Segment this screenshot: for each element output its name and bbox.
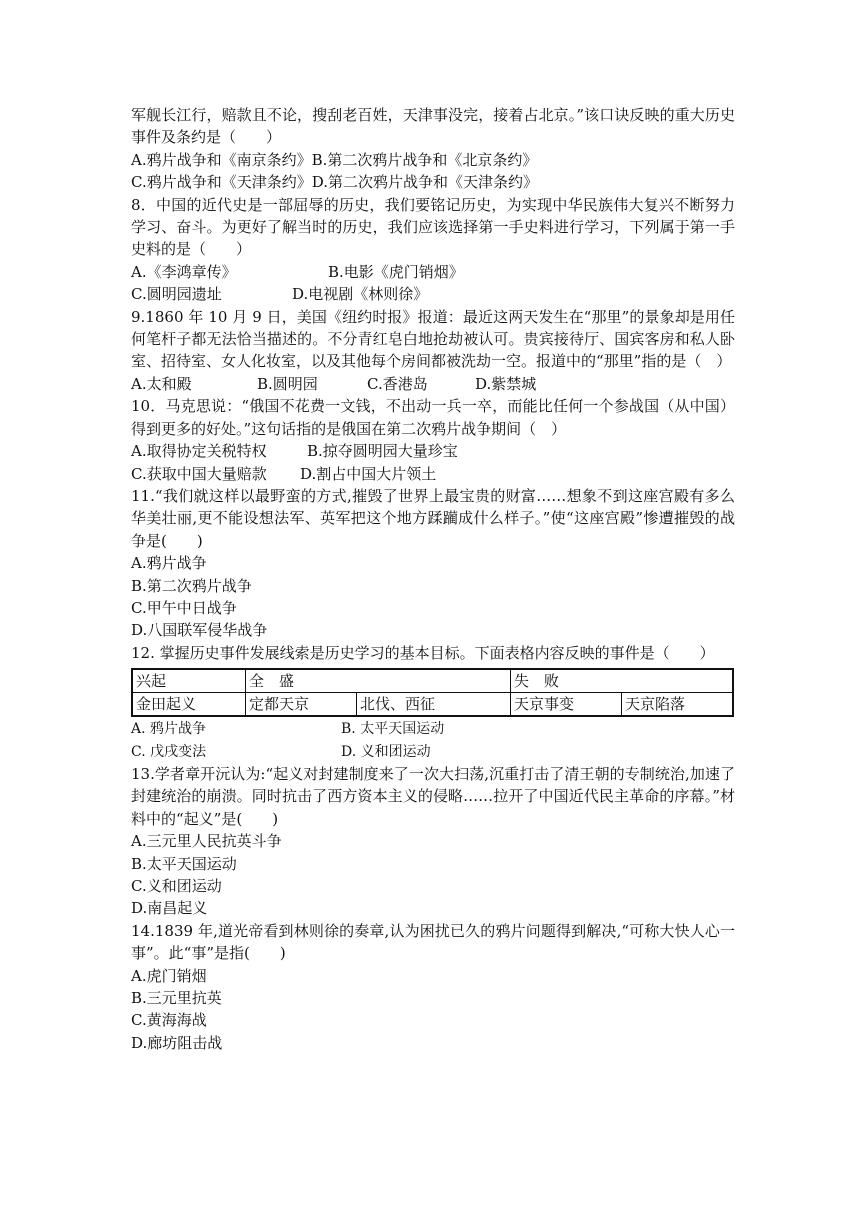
option-a[interactable]: A. 鸦片战争 <box>131 721 207 738</box>
option-d[interactable]: D.紫禁城 <box>475 374 537 393</box>
table-cell: 天京陷落 <box>622 693 734 717</box>
table-cell: 失 败 <box>511 669 734 693</box>
table-row <box>132 693 733 717</box>
option-b[interactable]: B.第二次鸦片战争和《北京条约》 <box>311 150 538 169</box>
option-c[interactable]: C. 戊戌变法 <box>131 743 207 760</box>
option-a[interactable]: A.鸦片战争和《南京条约》 <box>131 150 312 169</box>
question-8-options-row-1 <box>131 261 735 283</box>
table-cell: 兴起 <box>132 669 246 693</box>
question-14-stem: 14.1839 年,道光帝看到林则徐的奏章,认为困扰已久的鸦片问题得到解决,“可称大快人心一事”。此“事”是指( ) <box>131 921 735 963</box>
question-7-stem: 军舰长江行，赔款且不论，搜刮老百姓，天津事没完，接着占北京。”该口诀反映的重大历史事件及条约是（ ） <box>131 106 735 147</box>
table-header-row <box>132 669 733 693</box>
question-9-stem: 9.1860 年 10 月 9 日，美国《纽约时报》报道：最近这两天发生在“那里”的景象却是用任何笔杆子都无法恰当描述的。不分青红皂白地抢劫被认可。贵宾接待厅、国宾客房和私人卧室、招待室、女人化妆室，以及其他每个房间都被洗劫一空。报道中的“那里”指的是（ ） <box>131 307 735 371</box>
events-table <box>131 668 734 717</box>
table-cell: 定都天京 <box>246 693 357 717</box>
option-a[interactable]: A.取得协定关税特权 <box>131 442 267 461</box>
option-c[interactable]: C.甲午中日战争 <box>131 598 237 617</box>
option-a[interactable]: A.《李鸿章传》 <box>131 262 237 281</box>
option-c[interactable]: C.香港岛 <box>367 374 428 393</box>
table-cell: 金田起义 <box>132 693 246 717</box>
question-13-stem: 13.学者章开沅认为:“起义对封建制度来了一次大扫荡,沉重打击了清王朝的专制统治,加速了封建统治的崩溃。同时抗击了西方资本主义的侵略……拉开了中国近代民主革命的序幕。”材料中的“起义”是( ) <box>131 764 735 828</box>
option-d[interactable]: D.电视剧《林则徐》 <box>292 285 429 304</box>
question-10-stem: 10．马克思说：“俄国不花费一文钱，不出动一兵一卒，而能比任何一个参战国（从中国）得到更多的好处。”这句话指的是俄国在第二次鸦片战争期间（ ） <box>131 397 735 438</box>
option-a[interactable]: A.三元里人民抗英斗争 <box>131 832 282 851</box>
option-b[interactable]: B.电影《虎门销烟》 <box>328 262 464 281</box>
option-c[interactable]: C.黄海海战 <box>131 1011 207 1030</box>
option-a[interactable]: A.鸦片战争 <box>131 554 207 573</box>
option-c[interactable]: C.圆明园遗址 <box>131 285 222 304</box>
option-d[interactable]: D.割占中国大片领土 <box>300 464 437 483</box>
question-list <box>131 104 735 1054</box>
question-12-stem: 12. 掌握历史事件发展线索是历史学习的基本目标。下面表格内容反映的事件是（ ） <box>131 643 715 662</box>
table-cell: 全 盛 <box>246 669 511 693</box>
question-10-options-row-2 <box>131 463 735 485</box>
question-9-options <box>131 373 735 395</box>
option-b[interactable]: B.第二次鸦片战争 <box>131 576 252 595</box>
question-7-options-row-2 <box>131 171 735 193</box>
option-c[interactable]: C.义和团运动 <box>131 877 222 895</box>
option-d[interactable]: D.八国联军侵华战争 <box>131 621 268 640</box>
table-cell: 天京事变 <box>511 693 622 717</box>
question-8-stem: 8．中国的近代史是一部屈辱的历史，我们要铭记历史，为实现中华民族伟大复兴不断努力学习、奋斗。为更好了解当时的历史，我们应该选择第一手史料进行学习，下列属于第一手史料的是（ ） <box>131 195 735 259</box>
question-8-options-row-2 <box>131 283 735 305</box>
question-11-stem: 11.“我们就这样以最野蛮的方式,摧毁了世界上最宝贵的财富……想象不到这座宫殿有多么华美壮丽,更不能设想法军、英军把这个地方蹂躏成什么样子。”使“这座宫殿”惨遭摧毁的战争是( ) <box>131 486 735 550</box>
option-d[interactable]: D.第二次鸦片战争和《天津条约》 <box>311 173 538 192</box>
option-b[interactable]: B. 太平天国运动 <box>341 721 445 738</box>
option-b[interactable]: B.太平天国运动 <box>131 854 237 873</box>
option-c[interactable]: C.获取中国大量赔款 <box>131 464 267 483</box>
option-b[interactable]: B.掠夺圆明园大量珍宝 <box>307 442 458 461</box>
option-d[interactable]: D. 义和团运动 <box>341 743 431 760</box>
table-cell: 北伐、西征 <box>357 693 511 717</box>
option-b[interactable]: B.三元里抗英 <box>131 989 222 1008</box>
question-12-options-row-2 <box>131 741 735 763</box>
question-12-options-row-1 <box>131 718 735 740</box>
option-d[interactable]: D.廊坊阻击战 <box>131 1033 223 1052</box>
option-a[interactable]: A.虎门销烟 <box>131 966 207 985</box>
option-c[interactable]: C.鸦片战争和《天津条约》 <box>131 173 312 192</box>
option-a[interactable]: A.太和殿 <box>131 374 192 393</box>
question-10-options-row-1 <box>131 440 735 462</box>
question-7-options-row-1 <box>131 149 735 171</box>
option-b[interactable]: B.圆明园 <box>257 374 318 393</box>
option-d[interactable]: D.南昌起义 <box>131 899 208 918</box>
